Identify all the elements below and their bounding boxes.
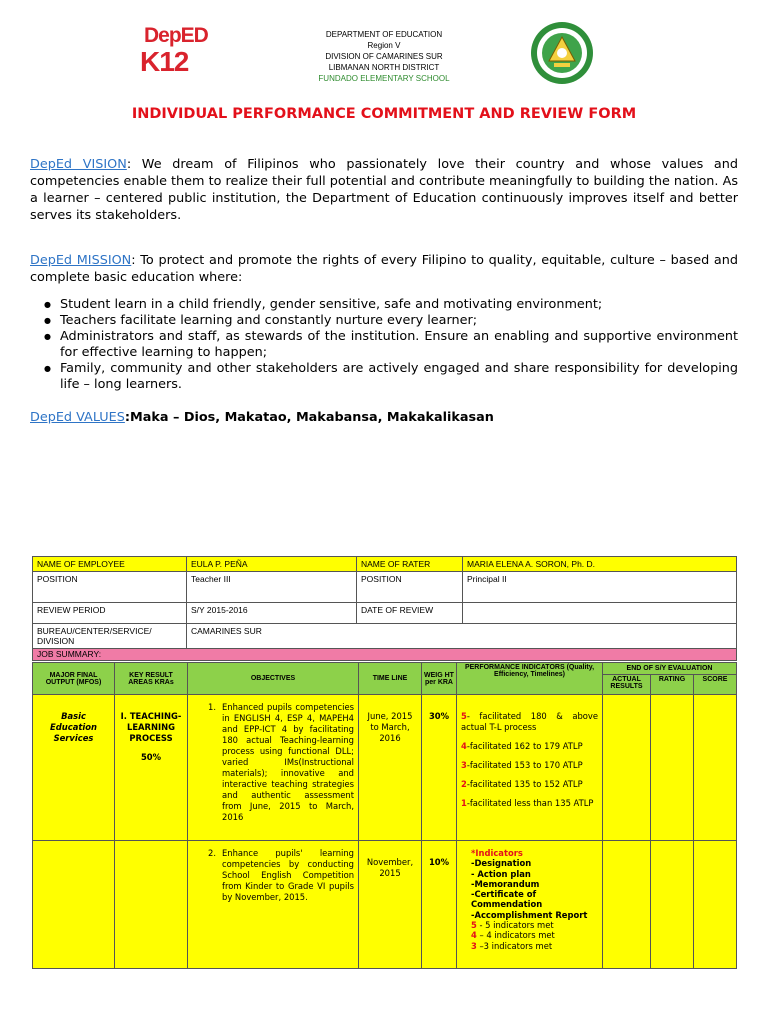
table-row bbox=[33, 695, 737, 841]
cell-mfo: Basic Education Services bbox=[33, 695, 115, 841]
cell-score[interactable] bbox=[694, 841, 737, 969]
table-row bbox=[33, 841, 737, 969]
objective-text: Enhance pupils' learning competencies by conducting School English Competition from Kinder to Grade VI pupils by November, 2015. bbox=[222, 848, 354, 902]
label-name-of-employee: NAME OF EMPLOYEE bbox=[33, 557, 187, 572]
col-header-score: SCORE bbox=[694, 675, 737, 695]
cell-objective bbox=[188, 695, 359, 841]
label-name-of-rater: NAME OF RATER bbox=[357, 557, 463, 572]
cell-mfo bbox=[33, 841, 115, 969]
vision-paragraph bbox=[30, 156, 738, 224]
deped-k12-logo bbox=[140, 24, 208, 78]
objective-text: Enhanced pupils competencies in ENGLISH 4, ESP 4, MAPEH4 and EPP-ICT 4 by facilitating 180 actual Teaching-learning process using functional DLL; varied IMs(Instructional materials); innovative and interactive teaching strategies and authentic assessment from June, 2015 to March, 2016 bbox=[222, 702, 354, 822]
form-title: INDIVIDUAL PERFORMANCE COMMITMENT AND REVIEW FORM bbox=[131, 106, 637, 122]
header-line: Region V bbox=[367, 41, 401, 50]
indicator-item: -Memorandum bbox=[471, 878, 540, 889]
list-item: ● Administrators and staff, as stewards of the institution. Ensure an enabling and supportive environment for effective learning to happen; bbox=[30, 329, 738, 361]
employee-info-table bbox=[32, 556, 737, 661]
label-date-of-review: DATE OF REVIEW bbox=[357, 603, 463, 624]
values-link[interactable]: DepEd VALUES bbox=[30, 410, 125, 425]
list-item: ● Student learn in a child friendly, gender sensitive, safe and motivating environment; bbox=[30, 297, 738, 313]
col-header-actual: ACTUAL RESULTS bbox=[603, 675, 651, 695]
vision-text: : We dream of Filipinos who passionately love their country and whose values and competencies enable them to realize their full potential and contribute meaningfully to building the nation. As a learner – centered public institution, the Department of Education continuously improves itself and better serves its stakeholders. bbox=[30, 157, 738, 223]
cell-actual-results[interactable] bbox=[603, 841, 651, 969]
cell-actual-results[interactable] bbox=[603, 695, 651, 841]
cell-weight: 30% bbox=[422, 695, 457, 841]
logo-k12-text: K12 bbox=[140, 46, 189, 77]
indicator-line: 1-facilitated less than 135 ATLP bbox=[461, 798, 594, 808]
cell-score[interactable] bbox=[694, 695, 737, 841]
indicator-item: -Certificate of Commendation bbox=[471, 889, 543, 910]
school-header bbox=[250, 29, 518, 84]
col-header-mfo: MAJOR FINAL OUTPUT (MFOS) bbox=[33, 663, 115, 695]
col-header-indicators: PERFORMANCE INDICATORS (Quality, Efficiency, Timelines) bbox=[457, 663, 603, 695]
performance-table bbox=[32, 662, 737, 969]
value-position: Teacher III bbox=[187, 572, 357, 603]
header-line: DEPARTMENT OF EDUCATION bbox=[325, 30, 443, 39]
col-header-evaluation: END OF S/Y EVALUATION bbox=[603, 663, 737, 675]
kra-weight: 50% bbox=[140, 752, 162, 762]
value-date-of-review bbox=[463, 603, 737, 624]
value-name-of-rater: MARIA ELENA A. SORON, Ph. D. bbox=[463, 557, 737, 572]
job-summary: JOB SUMMARY: bbox=[33, 649, 737, 661]
indicator-line: 4-facilitated 162 to 179 ATLP bbox=[461, 741, 583, 751]
header-line: DIVISION OF CAMARINES SUR bbox=[325, 52, 443, 61]
cell-objective bbox=[188, 841, 359, 969]
indicator-line: 2-facilitated 135 to 152 ATLP bbox=[461, 779, 583, 789]
school-name: FUNDADO ELEMENTARY SCHOOL bbox=[318, 74, 450, 83]
indicator-line: 3-facilitated 153 to 170 ATLP bbox=[461, 760, 583, 770]
value-name-of-employee: EULA P. PEÑA bbox=[187, 557, 357, 572]
label-review-period: REVIEW PERIOD bbox=[33, 603, 187, 624]
value-bureau: CAMARINES SUR bbox=[187, 624, 737, 649]
cell-weight: 10% bbox=[422, 841, 457, 969]
col-header-rating: RATING bbox=[651, 675, 694, 695]
score-line: 3 –3 indicators met bbox=[471, 940, 553, 951]
col-header-timeline: TIME LINE bbox=[359, 663, 422, 695]
score-line: 4 – 4 indicators met bbox=[471, 930, 555, 941]
cell-indicators bbox=[457, 841, 603, 969]
values-text: :Maka – Dios, Makatao, Makabansa, Makakalikasan bbox=[124, 410, 494, 425]
col-header-objectives: OBJECTIVES bbox=[188, 663, 359, 695]
mission-link[interactable]: DepEd MISSION bbox=[30, 253, 132, 268]
vision-link[interactable]: DepEd VISION bbox=[30, 157, 127, 172]
cell-timeline: June, 2015 to March, 2016 bbox=[359, 695, 422, 841]
mission-paragraph bbox=[30, 252, 738, 286]
label-bureau: BUREAU/CENTER/SERVICE/ DIVISION bbox=[33, 624, 187, 649]
values-line bbox=[30, 410, 494, 425]
indicator-item: -Accomplishment Report bbox=[471, 909, 588, 920]
cell-kra bbox=[115, 841, 188, 969]
objective-number: 2. bbox=[208, 848, 216, 858]
cell-rating[interactable] bbox=[651, 695, 694, 841]
col-header-weight: WEIG HT per KRA bbox=[422, 663, 457, 695]
cell-timeline: November, 2015 bbox=[359, 841, 422, 969]
indicators-title: *Indicators bbox=[471, 848, 523, 858]
cell-indicators bbox=[457, 695, 603, 841]
school-seal-logo bbox=[530, 21, 594, 85]
score-line: 5 - 5 indicators met bbox=[471, 920, 554, 931]
logo-deped-text: DepED bbox=[144, 24, 208, 47]
col-header-kra: KEY RESULT AREAS KRAs bbox=[115, 663, 188, 695]
indicator-item: - Action plan bbox=[471, 868, 531, 879]
label-rater-position: POSITION bbox=[357, 572, 463, 603]
objective-number: 1. bbox=[208, 702, 216, 712]
mission-text: : To protect and promote the rights of every Filipino to quality, equitable, culture – based and complete basic education where: bbox=[30, 253, 738, 285]
header-line: LIBMANAN NORTH DISTRICT bbox=[328, 63, 440, 72]
cell-kra bbox=[115, 695, 188, 841]
cell-rating[interactable] bbox=[651, 841, 694, 969]
list-item: ● Teachers facilitate learning and constantly nurture every learner; bbox=[30, 313, 738, 329]
value-rater-position: Principal II bbox=[463, 572, 737, 603]
indicator-item: -Designation bbox=[471, 858, 532, 869]
kra-title: I. TEACHING-LEARNING PROCESS bbox=[120, 711, 182, 743]
label-position: POSITION bbox=[33, 572, 187, 603]
value-review-period: S/Y 2015-2016 bbox=[187, 603, 357, 624]
list-item: ● Family, community and other stakeholders are actively engaged and share responsibility for developing life – long learners. bbox=[30, 361, 738, 393]
mission-bullet-list bbox=[30, 297, 738, 393]
indicator-line: 5- facilitated 180 & above actual T-L process bbox=[461, 711, 598, 732]
